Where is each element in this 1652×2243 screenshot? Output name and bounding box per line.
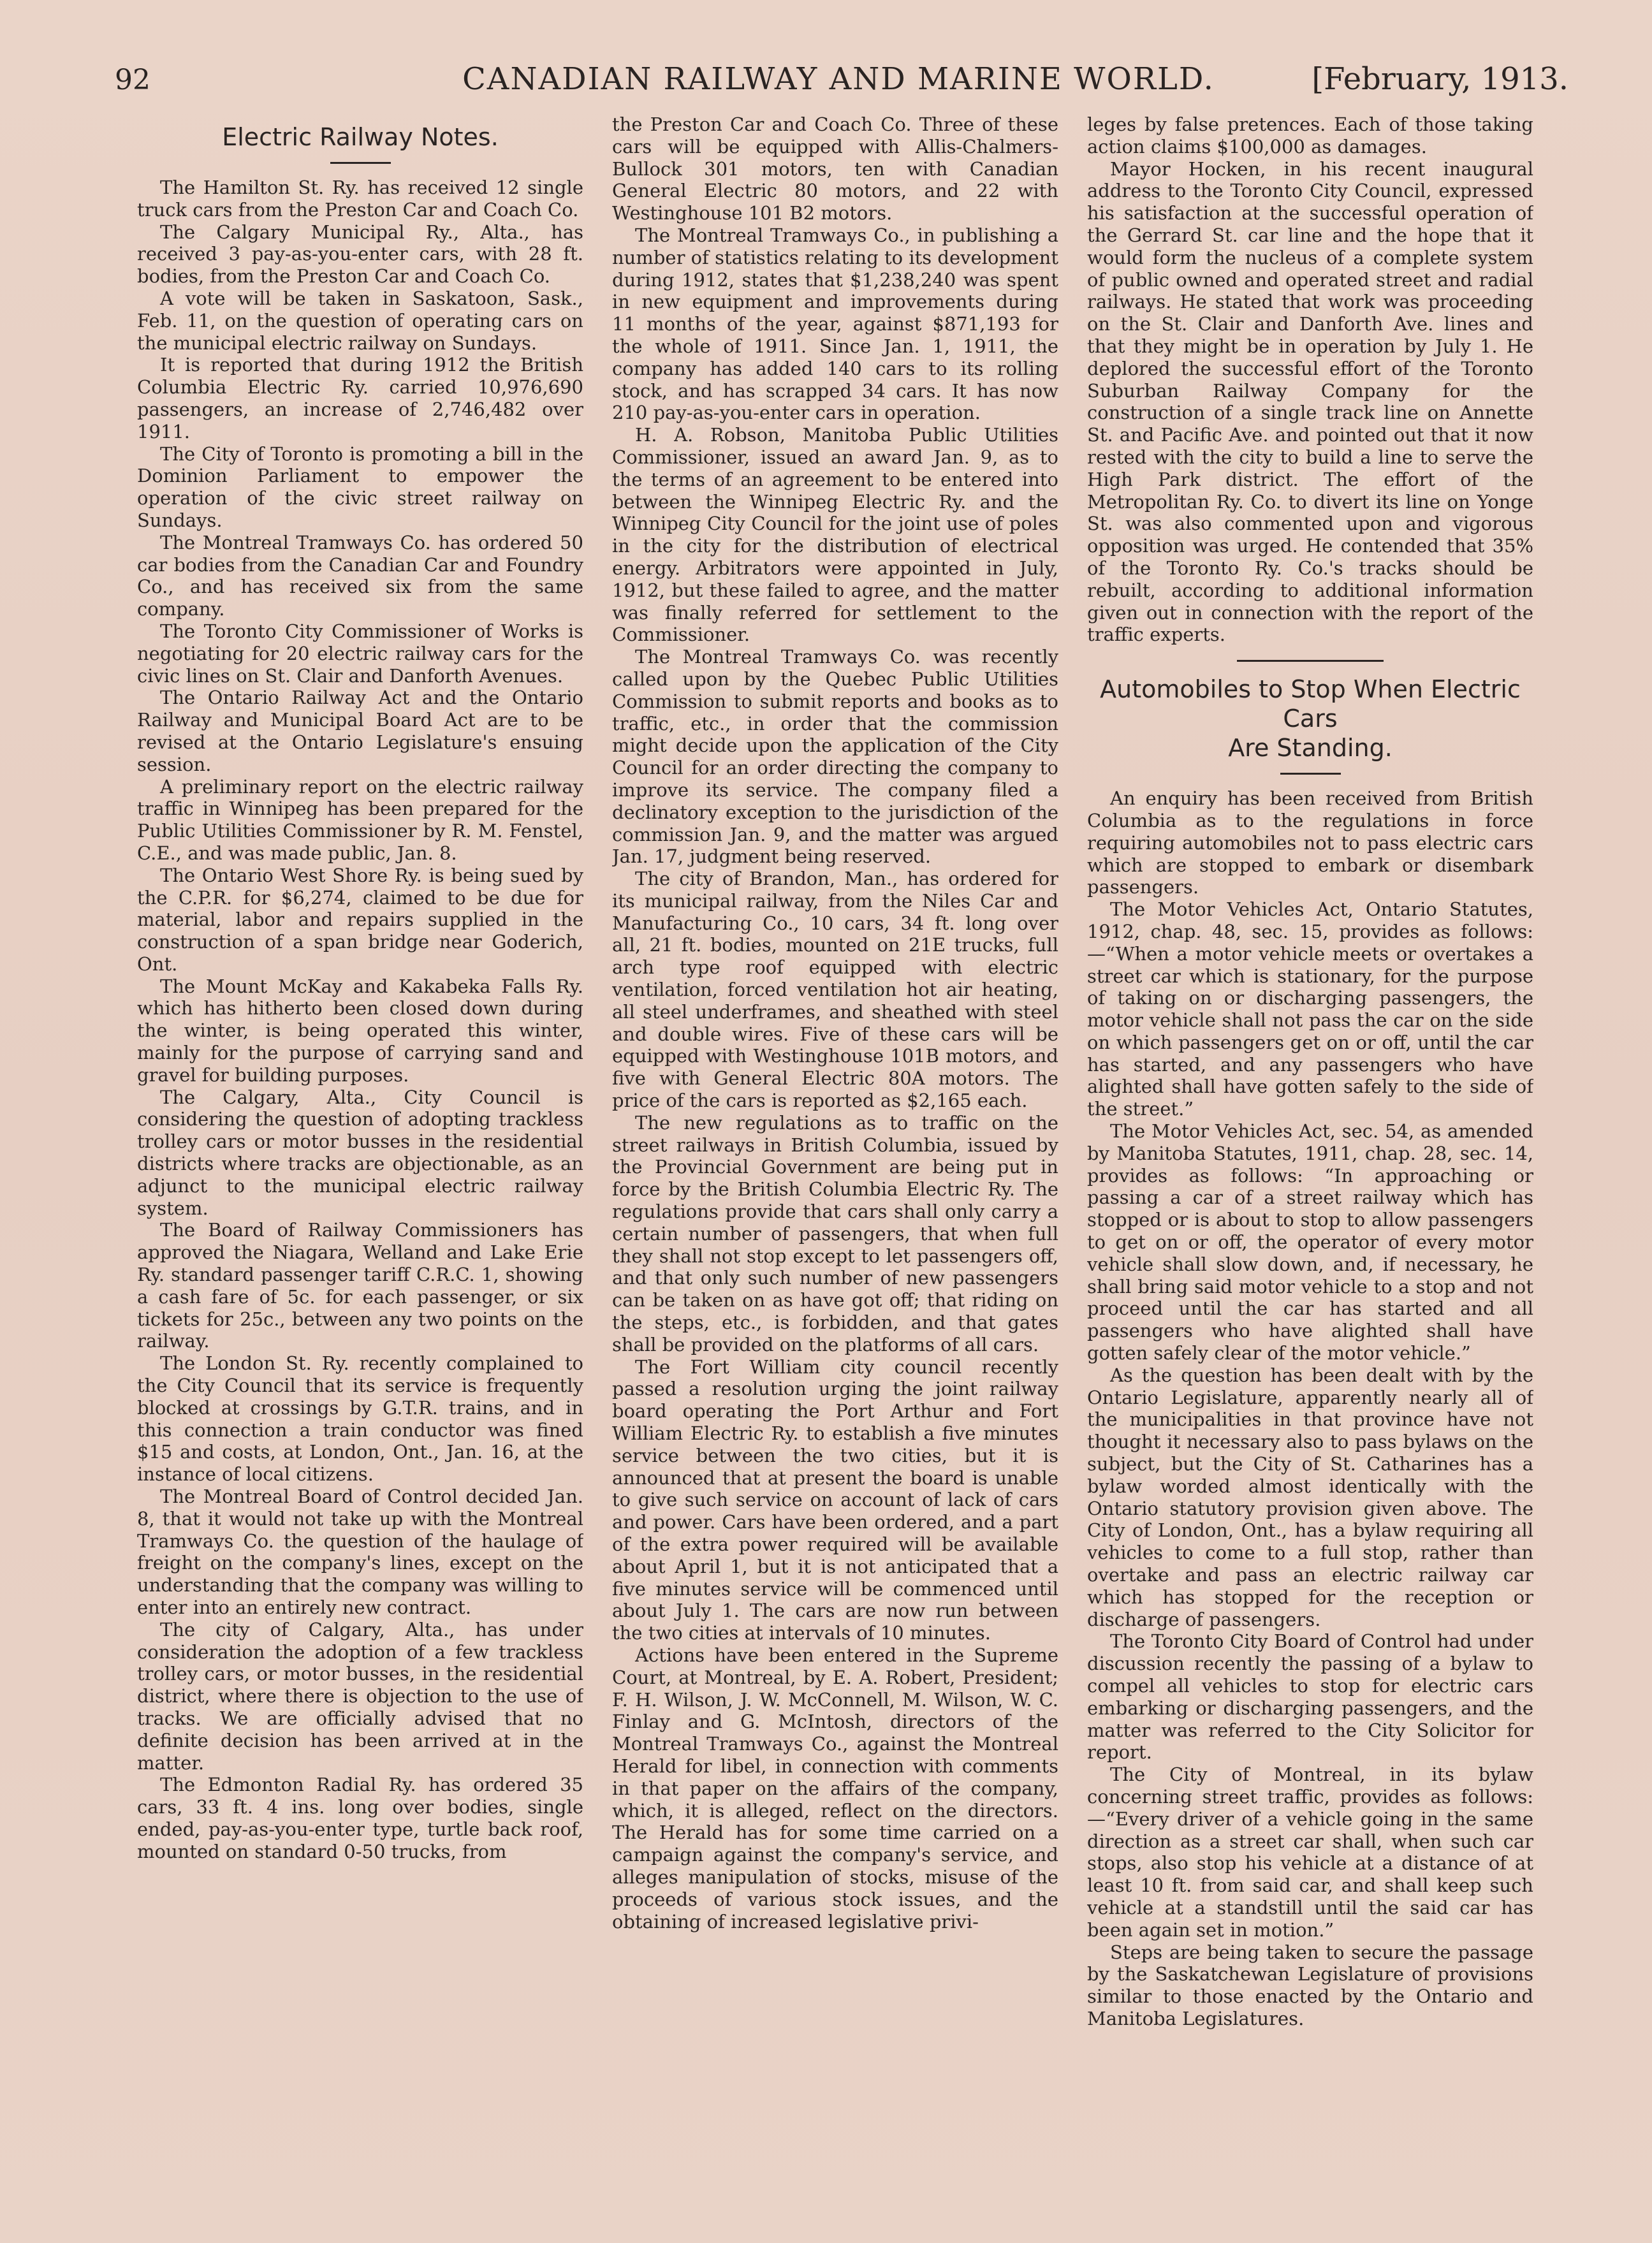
article-paragraph: The Montreal Board of Control decided Jan. 8, that it would not take up with the Montreal Tramways Co. the question of the haulage of freight on the company's lines, except on the understanding that the company was willing to enter into an entirely new contract. [137, 1486, 583, 1618]
heading-rule [1280, 773, 1341, 775]
article-paragraph: The Motor Vehicles Act, sec. 54, as amended by Manitoba Statutes, 1911, chap. 28, sec. 14, provides as follows: “In approaching or passing a car of a street railway which has stopped or is about to stop to allow passengers to get on or off, the operator of every motor vehicle shall slow down, and, if necessary, he shall bring said motor vehicle to a stop and not proceed until the car has started and all passengers who have alighted shall have gotten safely clear of the motor vehicle.” [1087, 1120, 1533, 1364]
section-heading-line: Automobiles to Stop When Electric Cars [1100, 675, 1521, 733]
article-paragraph: A preliminary report on the electric railway traffic in Winnipeg has been prepared for the Public Utilities Commissioner by R. M. Fenstel, C.E., and was made public, Jan. 8. [137, 775, 583, 864]
article-paragraph: It is reported that during 1912 the British Columbia Electric Ry. carried 10,976,690 passengers, an increase of 2,746,482 over 1911. [137, 354, 583, 442]
section-heading-electric-railway-notes: Electric Railway Notes. [222, 123, 499, 151]
article-paragraph: H. A. Robson, Manitoba Public Utilities Commissioner, issued an award Jan. 9, as to the terms of an agreement to be entered into between the Winnipeg Electric Ry. and the Winnipeg City Council for the joint use of poles in the city for the distribution of electrical energy. Arbitrators were appointed in July, 1912, but these failed to agree, and the matter was finally referred for settlement to the Commissioner. [612, 424, 1058, 646]
heading-rule [330, 162, 391, 164]
article-paragraph: Steps are being taken to secure the passage by the Saskatchewan Legislature of provisions similar to those enacted by the Ontario and Manitoba Legislatures. [1087, 1941, 1533, 2029]
column-2 [612, 113, 1058, 2154]
article-paragraph: The Montreal Tramways Co., in publishing a number of statistics relating to its development during 1912, states that $1,238,240 was spent in new equipment and improvements during 11 months of the year, against $871,193 for the whole of 1911. Since Jan. 1, 1911, the company has added 140 cars to its rolling stock, and has scrapped 34 cars. It has now 210 pay-as-you-enter cars in operation. [612, 224, 1058, 424]
article-paragraph: The new regulations as to traffic on the street railways in British Columbia, issued by the Provincial Government are being put in force by the British Columbia Electric Ry. The regulations provide that cars shall only carry a certain number of passengers, that when full they shall not stop except to let passengers off, and that only such number of new passengers can be taken on as have got off; that riding on the steps, etc., is forbidden, and that gates shall be provided on the platforms of all cars. [612, 1111, 1058, 1355]
article-paragraph: The Calgary Municipal Ry., Alta., has received 3 pay-as-you-enter cars, with 28 ft. bodies, from the Preston Car and Coach Co. [137, 221, 583, 288]
article-paragraph: A vote will be taken in Saskatoon, Sask., Feb. 11, on the question of operating cars on the municipal electric railway on Sundays. [137, 287, 583, 354]
section-heading-line: Are Standing. [1228, 734, 1393, 763]
journal-title: CANADIAN RAILWAY AND MARINE WORLD. [462, 61, 1215, 97]
article-paragraph: Actions have been entered in the Supreme Court, at Montreal, by E. A. Robert, President; F. H. Wilson, J. W. McConnell, M. Wilson, W. C. Finlay and G. McIntosh, directors of the Montreal Tramways Co., against the Montreal Herald for libel, in connection with comments in that paper on the affairs of the company, which, it is alleged, reflect on the directors. The Herald has for some time carried on a campaign against the company's service, and alleges manipulation of stocks, misuse of the proceeds of various stock issues, and the obtaining of increased legislative privi- [612, 1644, 1058, 1932]
article-paragraph: The Mount McKay and Kakabeka Falls Ry. which has hitherto been closed down during the winter, is being operated this winter, mainly for the purpose of carrying sand and gravel for building purposes. [137, 975, 583, 1086]
article-paragraph: The Ontario West Shore Ry. is being sued by the C.P.R. for $6,274, claimed to be due for material, labor and repairs supplied in the construction of a span bridge near Goderich, Ont. [137, 864, 583, 975]
article-paragraph: The London St. Ry. recently complained to the City Council that its service is frequently blocked at crossings by G.T.R. trains, and in this connection a train conductor was fined $15 and costs, at London, Ont., Jan. 16, at the instance of local citizens. [137, 1352, 583, 1486]
issue-date: [February, 1913. [1312, 61, 1568, 97]
article-paragraph: The Motor Vehicles Act, Ontario Statutes, 1912, chap. 48, sec. 15, provides as follows:—“When a motor vehicle meets or overtakes a street car which is stationary, for the purpose of taking on or discharging passengers, the motor vehicle shall not pass the car on the side on which passengers get on or off, until the car has started, and any passengers who have alighted shall have gotten safely to the side of the street.” [1087, 898, 1533, 1120]
section-heading-automobiles [1087, 675, 1533, 763]
column-1 [137, 113, 583, 2154]
article-paragraph: The city of Calgary, Alta., has under consideration the adoption of a few trackless trolley cars, or motor busses, in the residential district, where there is objection to the use of tracks. We are officially advised that no definite decision has been arrived at in the matter. [137, 1618, 583, 1774]
article-paragraph: The Ontario Railway Act and the Ontario Railway and Municipal Board Act are to be revised at the Ontario Legislature's ensuing session. [137, 687, 583, 775]
article-paragraph: An enquiry has been received from British Columbia as to the regulations in force requiring automobiles not to pass electric cars which are stopped to embark or disembark passengers. [1087, 787, 1533, 898]
article-paragraph: The Edmonton Radial Ry. has ordered 35 cars, 33 ft. 4 ins. long over bodies, single ended, pay-as-you-enter type, turtle back roof, mounted on standard 0-50 trucks, from [137, 1774, 583, 1862]
article-paragraph: The Toronto City Board of Control had under discussion recently the passing of a bylaw to compel all vehicles to stop for electric cars embarking or discharging passengers, and the matter was referred to the City Solicitor for report. [1087, 1630, 1533, 1764]
article-paragraph: The Fort William city council recently passed a resolution urging the joint railway board operating the Port Arthur and Fort William Electric Ry. to establish a five minutes service between the two cities, but it is announced that at present the board is unable to give such service on account of lack of cars and power. Cars have been ordered, and a part of the extra power required will be available about April 1, but it is not anticipated that a five minutes service will be commenced until about July 1. The cars are now run between the two cities at intervals of 10 minutes. [612, 1355, 1058, 1644]
page-number: 92 [115, 64, 150, 96]
article-paragraph: The Montreal Tramways Co. has ordered 50 car bodies from the Canadian Car and Foundry Co., and has received six from the same company. [137, 531, 583, 620]
article-paragraph: The City of Toronto is promoting a bill in the Dominion Parliament to empower the operation of the civic street railway on Sundays. [137, 442, 583, 531]
article-paragraph: The Board of Railway Commissioners has approved the Niagara, Welland and Lake Erie Ry. standard passenger tariff C.R.C. 1, showing a cash fare of 5c. for each passenger, or six tickets for 25c., between any two points on the railway. [137, 1219, 583, 1352]
article-paragraph: Mayor Hocken, in his recent inaugural address to the Toronto City Council, expressed his satisfaction at the successful operation of the Gerrard St. car line and the hope that it would form the nucleus of a complete system of public owned and operated street and radial railways. He stated that work was proceeding on the St. Clair and Danforth Ave. lines and that they might be in operation by July 1. He deplored the successful effort of the Toronto Suburban Railway Company for the construction of a single track line on Annette St. and Pacific Ave. and pointed out that it now rested with the city to build a line to serve the High Park district. The effort of the Metropolitan Ry. Co. to divert its line on Yonge St. was also commented upon and vigorous opposition was urged. He contended that 35% of the Toronto Ry. Co.'s tracks should be rebuilt, according to additional information given out in connection with the report of the traffic experts. [1087, 157, 1533, 646]
article-paragraph: As the question has been dealt with by the Ontario Legislature, apparently nearly all of the municipalities in that province have not thought it necessary also to pass bylaws on the subject, but the City of St. Catharines has a bylaw worded almost identically with the Ontario statutory provision given above. The City of London, Ont., has a bylaw requiring all vehicles to come to a full stop, rather than overtake and pass an electric railway car which has stopped for the reception or discharge of passengers. [1087, 1364, 1533, 1630]
article-paragraph: The city of Brandon, Man., has ordered for its municipal railway, from the Niles Car and Manufacturing Co., 10 cars, 34 ft. long over all, 21 ft. bodies, mounted on 21E trucks, full arch type roof equipped with electric ventilation, forced ventilation hot air heating, all steel underframes, and sheathed with steel and double wires. Five of these cars will be equipped with Westinghouse 101B motors, and five with General Electric 80A motors. The price of the cars is reported as $2,165 each. [612, 868, 1058, 1112]
article-paragraph: The Hamilton St. Ry. has received 12 single truck cars from the Preston Car and Coach Co. [137, 177, 583, 221]
page-header [108, 51, 1568, 108]
section-divider [1237, 660, 1384, 662]
article-paragraph: The Calgary, Alta., City Council is considering the question of adopting trackless trolley cars or motor busses in the residential districts where tracks are objectionable, as an adjunct to the municipal electric railway system. [137, 1086, 583, 1219]
column-3 [1087, 113, 1533, 2154]
article-paragraph: The Toronto City Commissioner of Works is negotiating for 20 electric railway cars for the civic lines on St. Clair and Danforth Avenues. [137, 620, 583, 687]
article-paragraph: leges by false pretences. Each of those taking action claims $100,000 as damages. [1087, 113, 1533, 157]
article-paragraph: The City of Montreal, in its bylaw concerning street traffic, provides as follows:—“Every driver of a vehicle going in the same direction as a street car shall, when such car stops, also stop his vehicle at a distance of at least 10 ft. from said car, and shall keep such vehicle at a standstill until the said car has been again set in motion.” [1087, 1764, 1533, 1941]
article-paragraph: The Montreal Tramways Co. was recently called upon by the Quebec Public Utilities Commission to submit reports and books as to traffic, etc., in order that the commission might decide upon the application of the City Council for an order directing the company to improve its service. The company filed a declinatory exception to the jurisdiction of the commission Jan. 9, and the matter was argued Jan. 17, judgment being reserved. [612, 646, 1058, 868]
article-paragraph: the Preston Car and Coach Co. Three of these cars will be equipped with Allis-Chalmers-Bullock 301 motors, ten with Canadian General Electric 80 motors, and 22 with Westinghouse 101 B2 motors. [612, 113, 1058, 224]
